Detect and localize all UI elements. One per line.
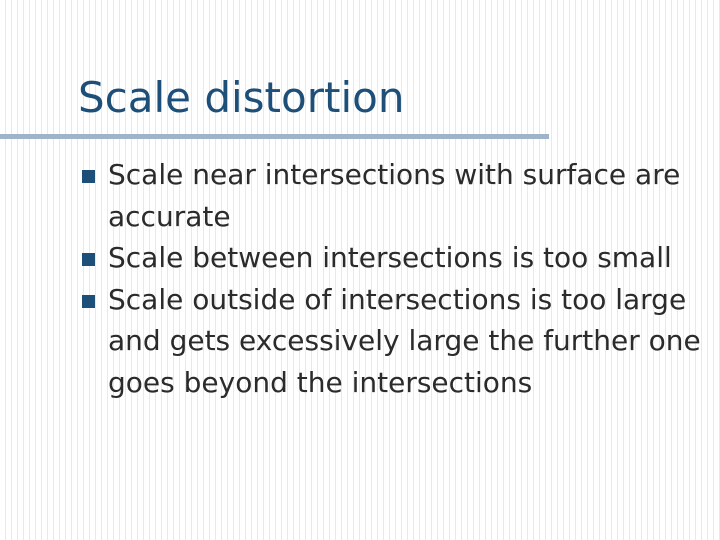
bullet-text: Scale near intersections with surface are accurate: [108, 158, 681, 233]
bullet-item: [70, 154, 710, 237]
bullet-text: Scale between intersections is too small: [108, 241, 672, 274]
title-underline: [0, 134, 549, 139]
bullet-text: Scale outside of intersections is too large and gets excessively large the further one goes beyond the intersections: [108, 282, 701, 399]
square-bullet-icon: [82, 295, 95, 308]
square-bullet-icon: [82, 170, 95, 183]
bullet-item: [70, 279, 710, 404]
square-bullet-icon: [82, 253, 95, 266]
bullet-item: [70, 237, 710, 279]
slide-title: Scale distortion: [78, 73, 405, 122]
bullet-list: [70, 154, 710, 403]
